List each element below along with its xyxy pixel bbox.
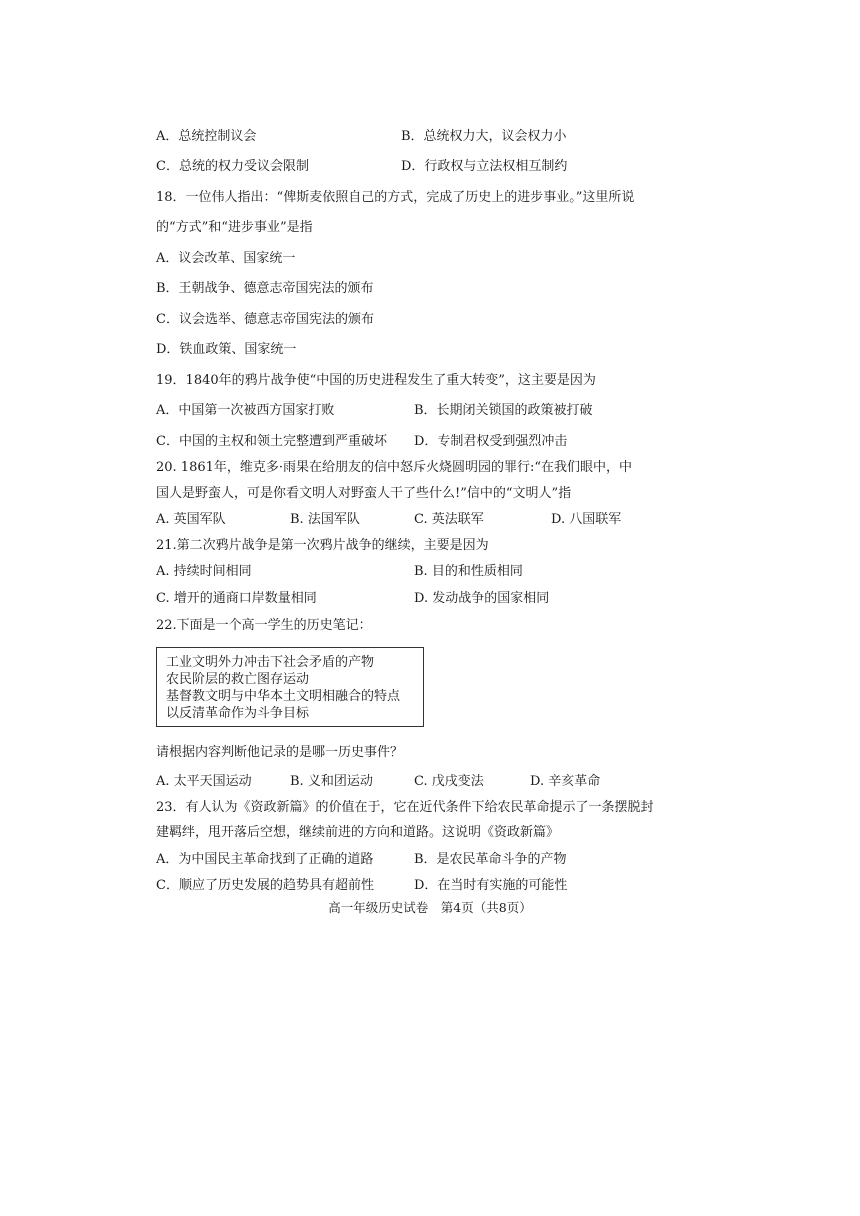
- q20-stem-line2: 国人是野蛮人，可是你看文明人对野蛮人干了些什么!”信中的“文明人”指: [156, 486, 572, 501]
- note-line: 工业文明外力冲击下社会矛盾的产物: [166, 655, 375, 670]
- note-line: 基督教文明与中华本土文明相融合的特点: [166, 689, 401, 704]
- q20-option-c: C. 英法联军: [414, 512, 484, 527]
- q20-option-a: A. 英国军队: [156, 512, 226, 527]
- q22-question: 请根据内容判断他记录的是哪一历史事件？: [156, 745, 404, 760]
- q17-option-c: C．总统的权力受议会限制: [156, 159, 309, 174]
- q18-stem-line1: 18．一位伟人指出：“俾斯麦依照自己的方式，完成了历史上的进步事业。”这里所说: [156, 190, 635, 205]
- q19-option-a: A．中国第一次被西方国家打败: [156, 403, 335, 418]
- q21-option-d: D. 发动战争的国家相同: [414, 591, 550, 606]
- q21-option-b: B. 目的和性质相同: [414, 564, 523, 579]
- q19-option-d: D．专制君权受到强烈冲击: [414, 434, 568, 449]
- note-line: 以反清革命作为斗争目标: [166, 706, 310, 721]
- q19-option-c: C．中国的主权和领土完整遭到严重破坏: [156, 434, 387, 449]
- q21-stem: 21.第二次鸦片战争是第一次鸦片战争的继续，主要是因为: [156, 538, 489, 553]
- q22-option-d: D. 辛亥革命: [530, 774, 601, 789]
- q22-option-c: C. 戊戌变法: [414, 774, 484, 789]
- q18-option-d: D．铁血政策、国家统一: [156, 342, 297, 357]
- q20-option-b: B. 法国军队: [290, 512, 360, 527]
- q20-stem-line1: 20. 1861年，维克多·雨果在给朋友的信中怒斥火烧圆明园的罪行:“在我们眼中，中: [156, 460, 633, 475]
- page-footer: 高一年级历史试卷 第4页（共8页）: [328, 900, 532, 915]
- q23-option-b: B．是农民革命斗争的产物: [414, 852, 567, 867]
- q21-option-a: A. 持续时间相同: [156, 564, 252, 579]
- q18-option-a: A．议会改革、国家统一: [156, 251, 296, 266]
- q18-option-b: B．王朝战争、德意志帝国宪法的颁布: [156, 281, 374, 296]
- note-line: 农民阶层的救亡图存运动: [166, 672, 310, 687]
- q19-option-b: B．长期闭关锁国的政策被打破: [414, 403, 593, 418]
- q20-option-d: D. 八国联军: [551, 512, 622, 527]
- q23-option-d: D．在当时有实施的可能性: [414, 878, 568, 893]
- q22-option-a: A. 太平天国运动: [156, 774, 252, 789]
- q23-stem-line2: 建羁绊，甩开落后空想，继续前进的方向和道路。这说明《资政新篇》: [156, 825, 560, 840]
- q18-option-c: C．议会选举、德意志帝国宪法的颁布: [156, 312, 374, 327]
- q17-option-b: B．总统权力大，议会权力小: [401, 129, 567, 144]
- q18-stem-line2: 的“方式”和“进步事业”是指: [156, 220, 313, 235]
- q21-option-c: C. 增开的通商口岸数量相同: [156, 591, 317, 606]
- q22-option-b: B. 义和团运动: [290, 774, 373, 789]
- q22-stem: 22.下面是一个高一学生的历史笔记：: [156, 618, 372, 633]
- q23-option-a: A．为中国民主革命找到了正确的道路: [156, 852, 374, 867]
- q17-option-a: A．总统控制议会: [156, 129, 257, 144]
- q23-stem-line1: 23．有人认为《资政新篇》的价值在于，它在近代条件下给农民革命提示了一条摆脱封: [156, 800, 654, 815]
- q17-option-d: D．行政权与立法权相互制约: [401, 159, 568, 174]
- history-notes-box: [156, 647, 424, 727]
- q19-stem: 19．1840年的鸦片战争使“中国的历史进程发生了重大转变”，这主要是因为: [156, 373, 596, 388]
- q23-option-c: C．顺应了历史发展的趋势具有超前性: [156, 878, 374, 893]
